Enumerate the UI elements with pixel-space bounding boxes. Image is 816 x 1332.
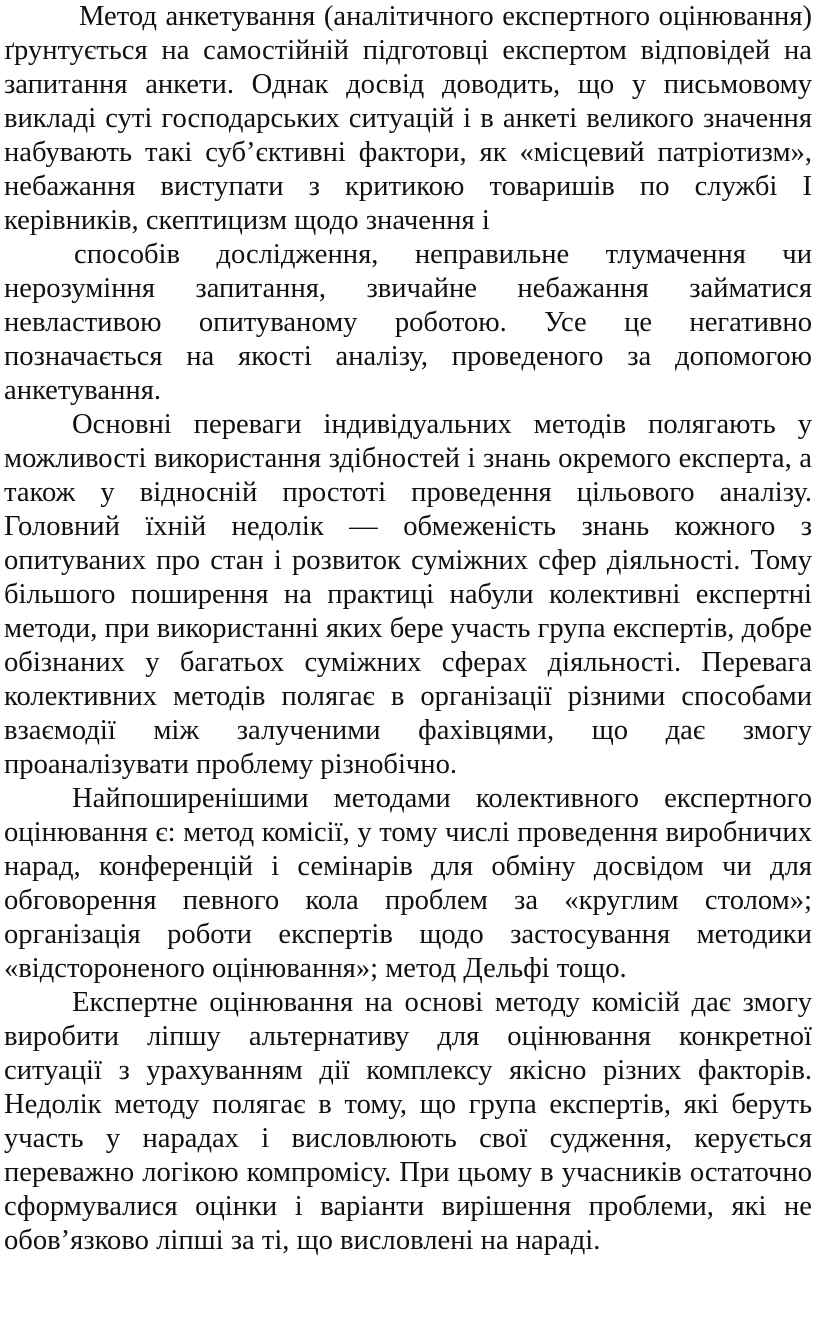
paragraph-commission-method: Експертне оцінювання на основі методу комісій дає змогу виробити ліпшу альтернативу для оцінювання конкретної ситуації з урахуванням дії комплексу якісно різних факторів. Недолік методу полягає в тому, що група експертів, які беруть участь у нарадах і висловлюють свої судження, керується переважно логікою компромісу. При цьому в учасників остаточно сформувалися оцінки і варіанти вирішення проблеми, які не обов’язково ліпші за ті, що висловлені на нараді.	[4, 987, 812, 1256]
paragraph-anketuvannya-method: Метод анкетування (аналітичного експертного оцінювання) ґрунтується на самостійній підготовці експертом відповідей на запитання анкети. Однак досвід доводить, що у письмовому викладі суті господарських ситуацій і в анкеті великого значення набувають такі суб’єктивні фактори, як «місцевий патріотизм», небажання виступати з критикою товаришів по службі І керівників, скептицизм щодо значення і	[4, 1, 812, 236]
paragraph-anketuvannya-continuation: способів дослідження, неправильне тлумачення чи нерозуміння запитання, звичайне небажання займатися невластивою опитуваному роботою. Усе це негативно позначається на якості аналізу, проведеного за допомогою анкетування.	[4, 239, 812, 406]
paragraph-individual-methods: Основні переваги індивідуальних методів полягають у можливості використання здібностей і знань окремого експерта, а також у відносній простоті проведення цільового аналізу. Головний їхній недолік — обмеженість знань кожного з опитуваних про стан і розвиток суміжних сфер діяльності. Тому більшого поширення на практиці набули колективні експертні методи, при використанні яких бере участь група експертів, добре обізнаних у багатьох суміжних сферах діяльності. Перевага колективних методів полягає в організації різними способами взаємодії між залученими фахівцями, що дає змогу проаналізувати проблему різнобічно.	[4, 409, 812, 780]
paragraph-collective-methods: Найпоширенішими методами колективного експертного оцінювання є: метод комісії, у тому числі проведення виробничих нарад, конференцій і семінарів для обміну досвідом чи для обговорення певного кола проблем за «круглим столом»; організація роботи експертів щодо застосування методики «відстороненого оцінювання»; метод Дельфі тощо.	[4, 783, 812, 984]
document-body	[4, 0, 812, 1258]
